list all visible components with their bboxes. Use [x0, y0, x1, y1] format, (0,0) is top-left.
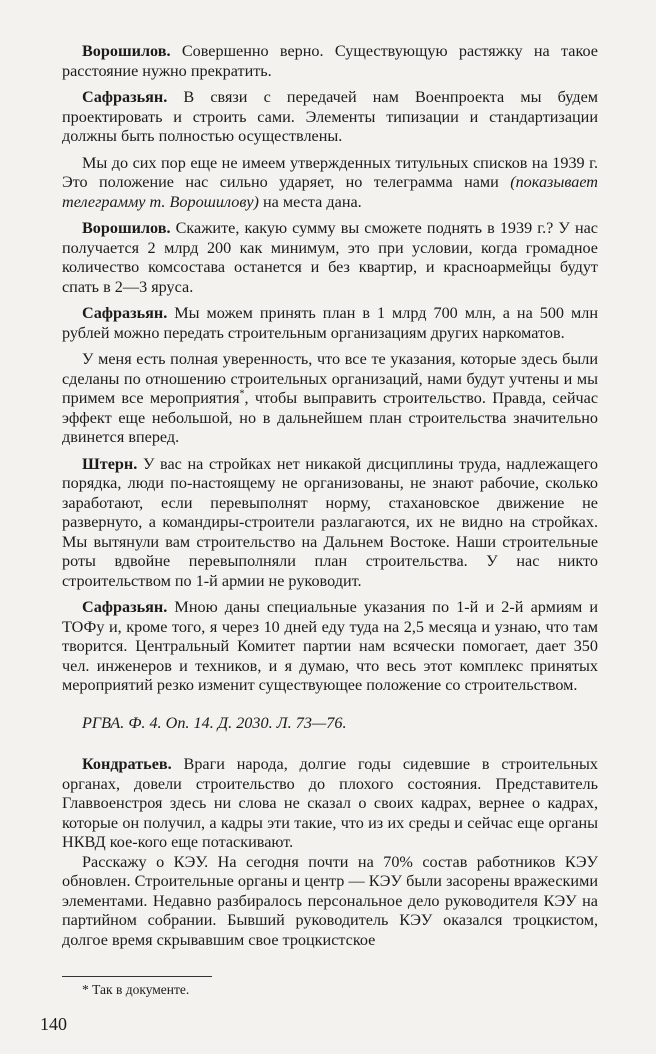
archive-reference: РГВА. Ф. 4. Оп. 14. Д. 2030. Л. 73—76.: [82, 713, 347, 732]
paragraph-text: Скажите, какую сумму вы сможете поднять в 1939 г.? У нас получается 2 млрд 200 как минимум, это при условии, когда громадное количество комсостава останется и без квартир, и красноармейцы будут спать в 2—3 яруса.: [62, 219, 598, 296]
paragraph-text: Расскажу о КЭУ. На сегодня почти на 70% состав работников КЭУ обновлен. Строительные органы и центр — КЭУ были засорены вражескими элементами. Недавно разбиралось персональное дело руководителя КЭУ на партийном собрании. Бывший руководитель КЭУ оказался троцкистом, долгое время скрывавшим свое троцкистское: [62, 852, 598, 949]
paragraph-text: Мы можем принять план в 1 млрд 700 млн, а на 500 млн рублей можно передать строительным организациям других наркоматов.: [62, 304, 598, 342]
speaker-name: Сафразьян.: [82, 304, 168, 322]
stage-direction: (показывает телеграмму т. Ворошилову): [62, 173, 598, 211]
paragraph: [62, 88, 598, 147]
paragraph: [62, 42, 598, 81]
footnote-divider: [62, 976, 212, 977]
paragraph: [62, 455, 598, 592]
speaker-name: Штерн.: [82, 454, 138, 473]
speaker-name: Сафразьян.: [82, 598, 168, 616]
paragraph-text: В связи с передачей нам Военпроекта мы будем проектировать и строить сами. Элементы типизации и стандартизации должны быть полностью осуществлены.: [62, 88, 598, 145]
footnote-marker: *: [239, 388, 245, 400]
paragraph-text-continued: на места дана.: [258, 192, 362, 211]
paragraph: [62, 853, 598, 951]
paragraph-text: У меня есть полная уверенность, что все те указания, которые здесь были сделаны по отношению строительных организаций, нами будут учтены и мы примем все мероприятия: [62, 350, 598, 407]
paragraph-text: Мною даны специальные указания по 1-й и 2-й армиям и ТОФу и, кроме того, я через 10 дней еду туда на 2,5 месяца и узнаю, что там творится. Центральный Комитет партии нам всячески помогает, дает 350 чел. инженеров и техников, и я думаю, что весь этот комплекс принятых мероприятий резко изменит существующее положение со строительством.: [62, 598, 598, 694]
speaker-name: Ворошилов.: [82, 219, 171, 237]
paragraph-text: Мы до сих пор еще не имеем утвержденных титульных списков на 1939 г. Это положение нас сильно ударяет, но телеграмма нами: [62, 153, 598, 191]
transcript-section-2: [62, 755, 598, 950]
footnote: * Так в документе.: [82, 982, 190, 997]
speaker-name: Кондратьев.: [82, 755, 172, 773]
paragraph-text: Совершенно верно. Существующую растяжку на такое расстояние нужно прекратить.: [62, 42, 598, 80]
paragraph: [62, 304, 598, 343]
paragraph: [62, 598, 598, 696]
speaker-name: Ворошилов.: [82, 42, 171, 60]
paragraph: [62, 755, 598, 853]
paragraph-text: Враги народа, долгие годы сидевшие в строительных органах, довели строительство до плохого состояния. Представитель Главвоенстроя здесь ни слова не сказал о своих кадрах, вернее о кадрах, которые он получил, а кадры эти такие, что из их среды и сейчас еще органы НКВД кое-кого еще потаскивают.: [62, 755, 598, 851]
speaker-name: Сафразьян.: [82, 88, 168, 106]
paragraph-text: У вас на стройках нет никакой дисциплины труда, надлежащего порядка, люди по-настоящему не организованы, не знают рабочие, сколько заработают, если перевыполнят норму, стахановское движение не развернуто, а командиры-строители разлагаются, их не видно на стройках. Мы вытянули вам строительство на Дальнем Востоке. Наши строительные роты вдвойне перевыполняли план строительства. У нас никто строительством по 1-й армии не руководит.: [62, 454, 598, 590]
page-number: 140: [40, 1014, 67, 1034]
paragraph: [62, 219, 598, 297]
paragraph-text-continued: , чтобы выправить строительство. Правда, сейчас эффект еще небольшой, но в дальнейшем план строительства значительно двинется вперед.: [62, 389, 599, 446]
paragraph: [62, 350, 598, 448]
transcript-section-1: [62, 42, 598, 696]
paragraph: [62, 154, 598, 213]
